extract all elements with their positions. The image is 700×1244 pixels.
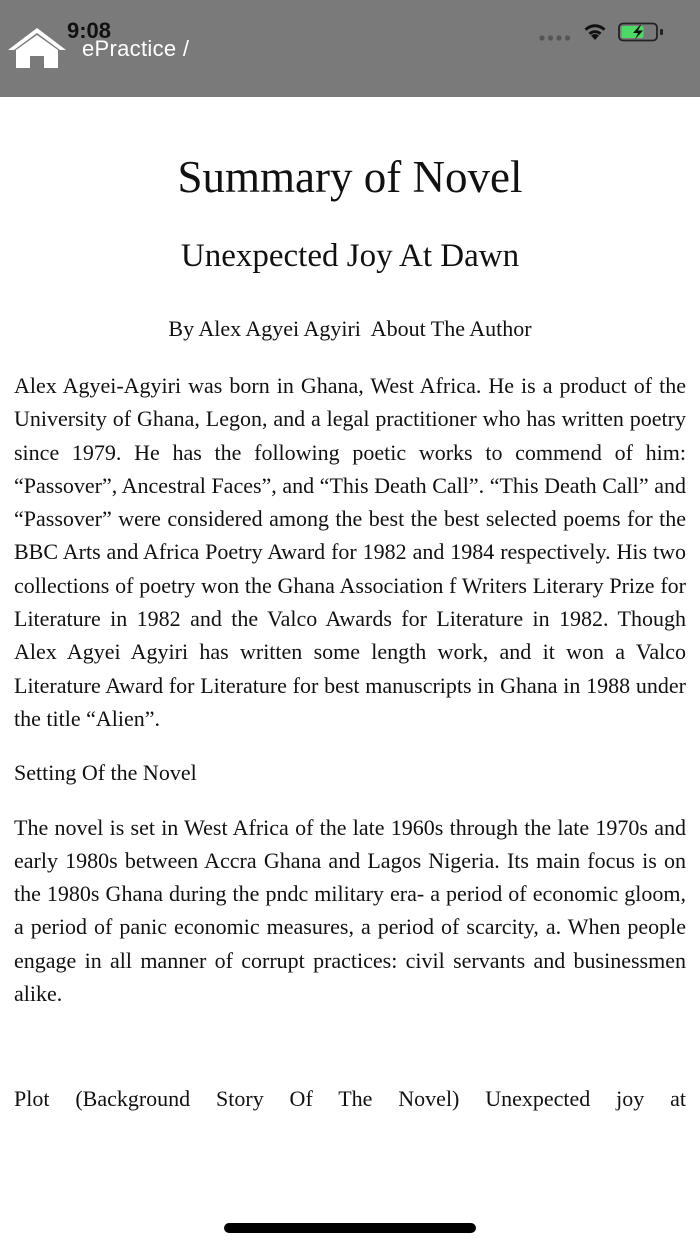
author-byline: By Alex Agyei Agyiri About The Author — [168, 316, 532, 341]
app-header — [0, 0, 700, 97]
plot-paragraph: Plot (Background Story Of The Novel) Unexpected joy at — [14, 1086, 686, 1112]
cellular-signal-icon — [539, 34, 571, 42]
page-title: Summary of Novel — [177, 152, 523, 202]
status-time: 9:08 — [67, 18, 112, 43]
setting-heading: Setting Of the Novel — [14, 760, 197, 786]
summary-content — [14, 97, 686, 1116]
wifi-icon — [582, 22, 608, 42]
home-icon[interactable] — [6, 26, 68, 70]
novel-title: Unexpected Joy At Dawn — [180, 238, 520, 274]
home-indicator[interactable] — [224, 1223, 476, 1233]
battery-charging-icon — [618, 22, 664, 42]
about-author-paragraph: Alex Agyei-Agyiri was born in Ghana, West Africa. He is a product of the University of Ghana, Legon, and a legal practitioner who has written poetry since 1979. He has the following poetic works to commend of him: “Passover”, Ancestral Faces”, and “This Death Call”. “This Death Call” and “Passover” were considered among the best the best selected poems for the BBC Arts and Africa Poetry Award for 1982 and 1984 respectively. His two collections of poetry won the Ghana Association f Writers Literary Prize for Literature in 1982 and the Valco Awards for Literature in 1982. Though Alex Agyei Agyiri has written some length work, and it won a Valco Literature Award for Literature for best manuscripts in Ghana in 1988 under the title “Alien”. — [14, 373, 686, 731]
breadcrumb[interactable]: ePractice / — [82, 36, 190, 61]
setting-paragraph: The novel is set in West Africa of the late 1960s through the late 1970s and early 1980s between Accra Ghana and Lagos Nigeria. Its main focus is on the 1980s Ghana during the pndc military era- a period of economic gloom, a period of panic economic measures, a period of scarcity, a. When people engage in all manner of corrupt practices: civil servants and businessmen alike. — [14, 814, 686, 1007]
